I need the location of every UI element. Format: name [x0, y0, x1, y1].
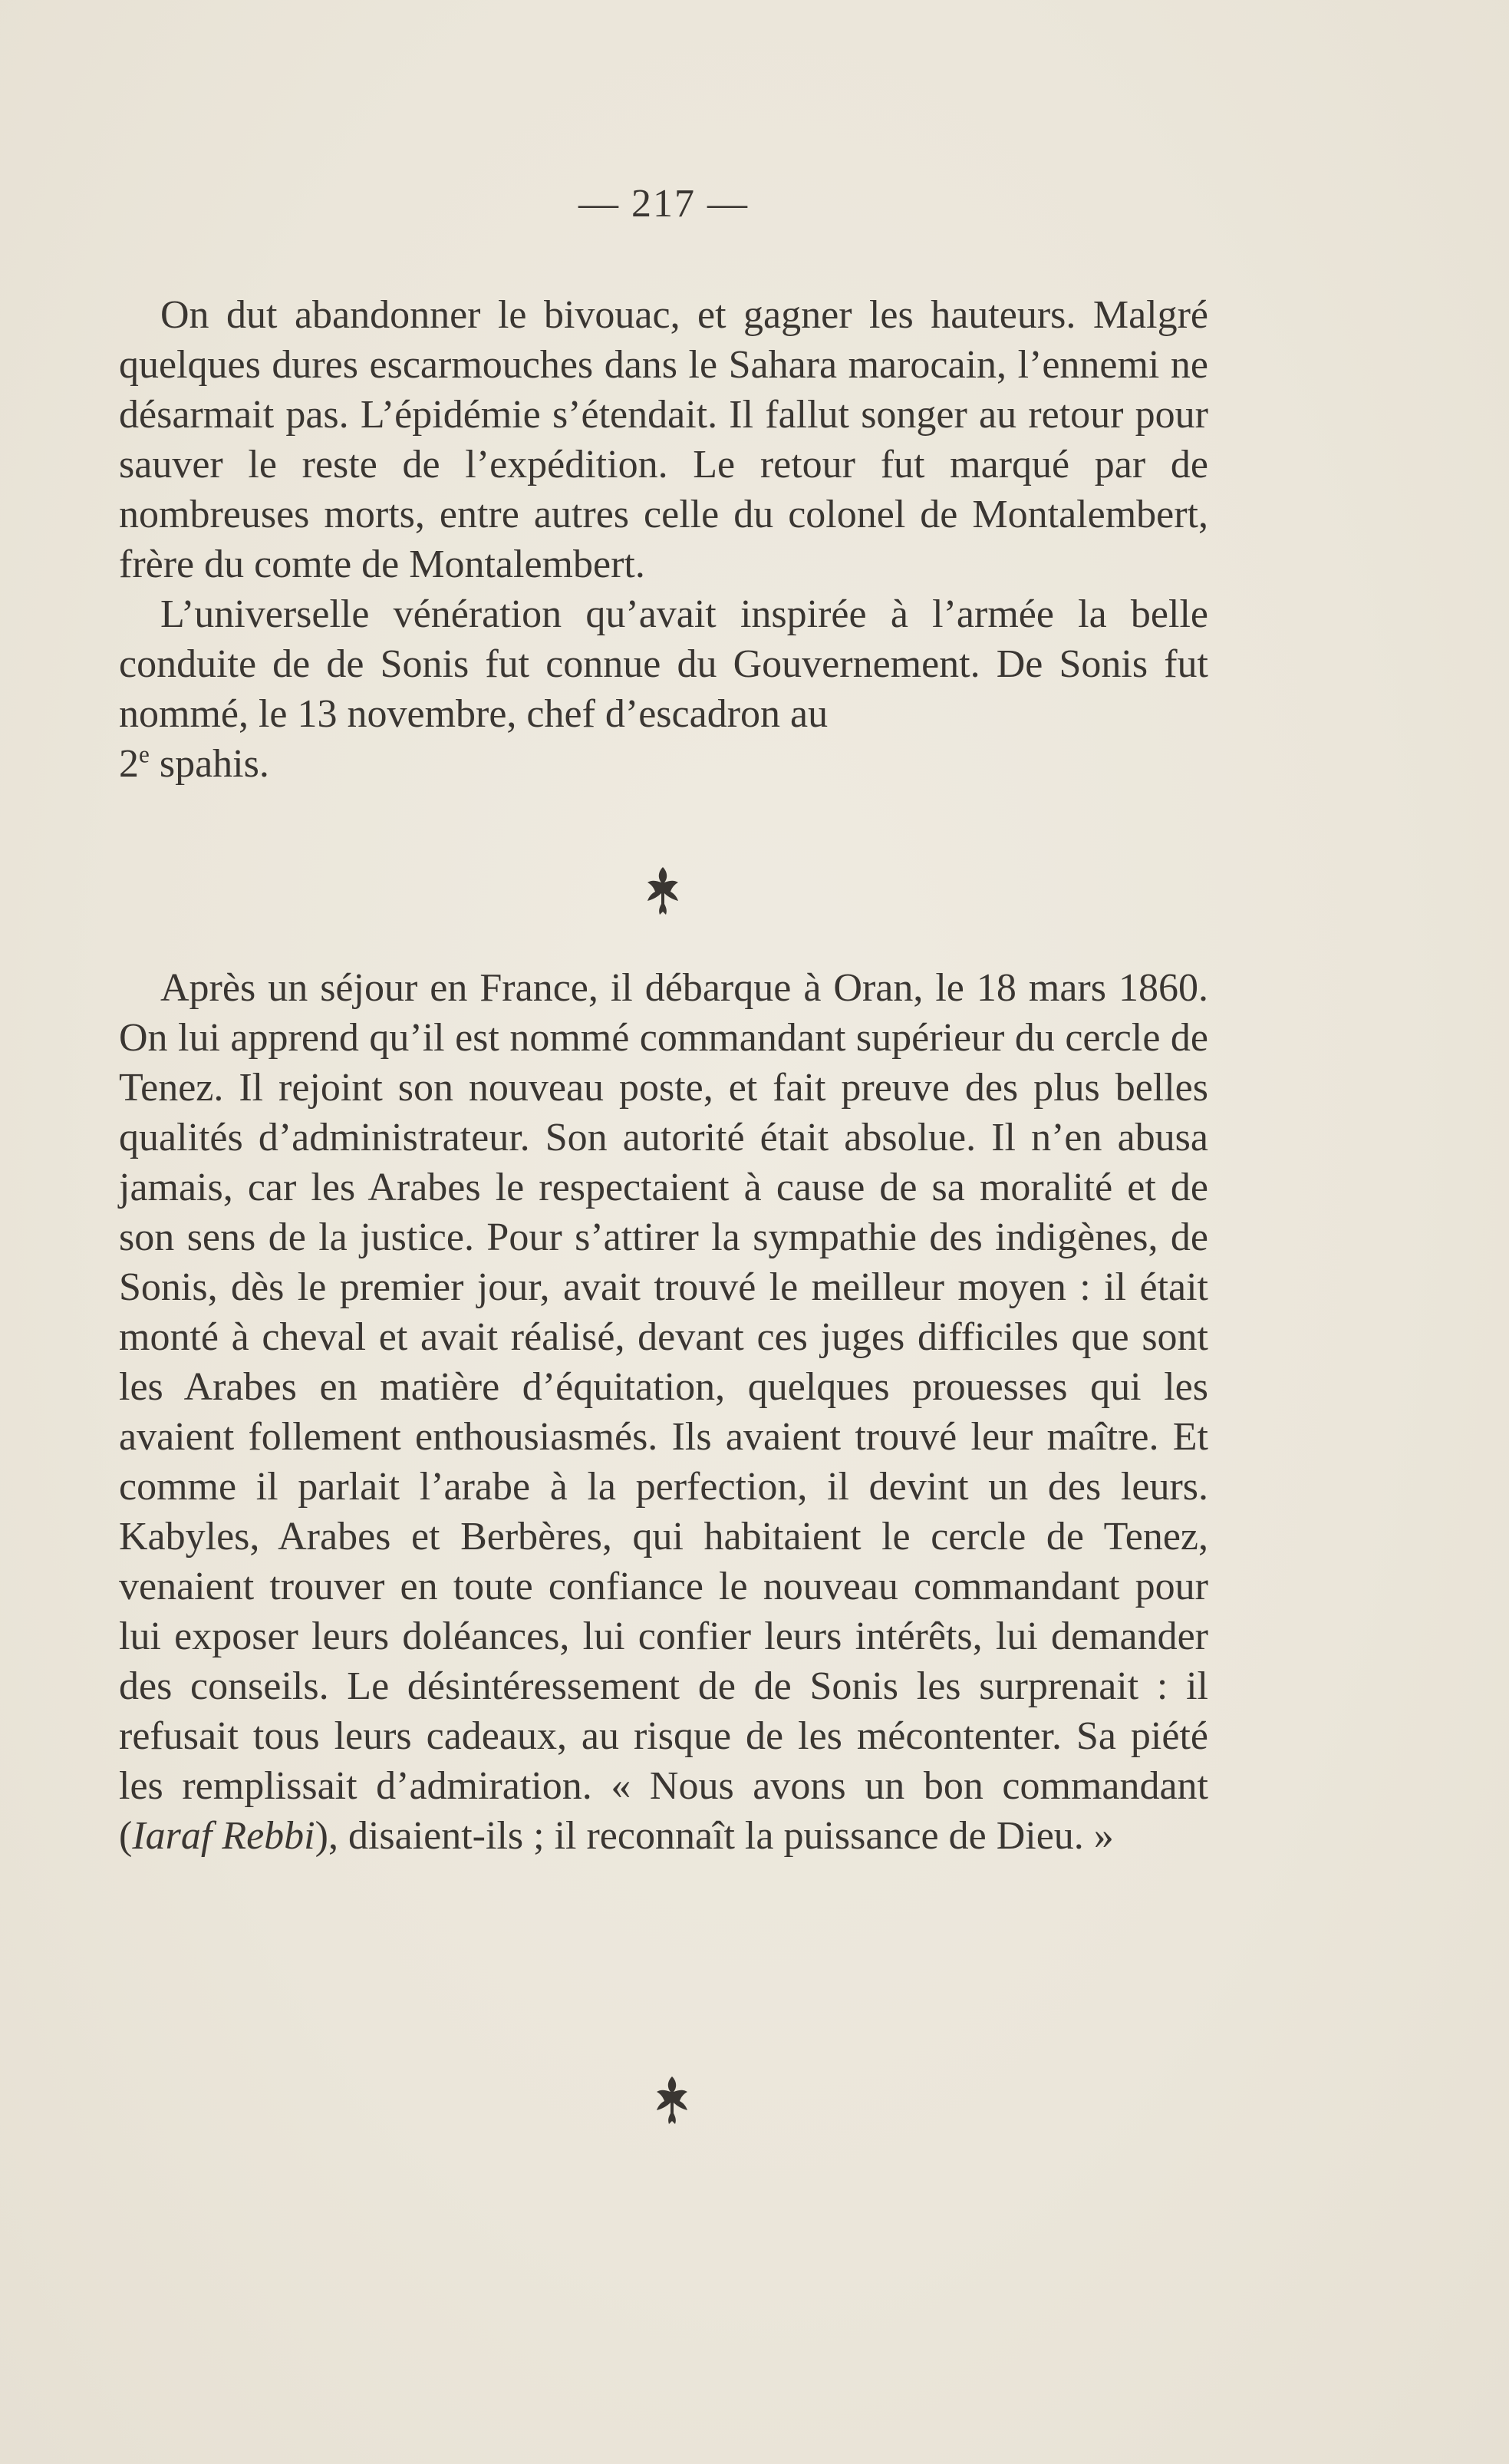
paragraph-text-end: ), disaient-ils ; il reconnaît la puissance de Dieu. »: [315, 1814, 1114, 1858]
page-number: — 217 —: [578, 182, 749, 226]
paragraph: On dut abandonner le bivouac, et gagner les hauteurs. Malgré quelques dures escarmouches dans le Sahara marocain, l’ennemi ne désarmait pas. L’épidémie s’étendait. Il fallut songer au retour pour sauver le reste de l’expédition. Le retour fut marqué par de nombreuses morts, entre autres celle du colonel de Montalembert, frère du comte de Montalembert.: [119, 293, 1208, 586]
line-rest: spahis.: [149, 742, 269, 786]
line-start: 2: [119, 742, 139, 786]
paragraph-text: L’universelle vénération qu’avait inspirée à l’armée la belle conduite de de Sonis fut connue du Gouvernement. De Sonis fut nommé, le 13 novembre, chef d’escadron au: [119, 592, 1208, 736]
italic-term: Iaraf Rebbi: [132, 1814, 315, 1858]
paragraph: [119, 589, 1208, 789]
section-1: [119, 290, 1208, 789]
superscript: e: [139, 741, 150, 768]
paragraph: [119, 963, 1208, 1861]
fleuron-icon: [632, 861, 694, 922]
section-2: [119, 963, 1208, 1861]
fleuron-icon: [641, 2070, 703, 2132]
paragraph-text: Après un séjour en France, il débarque à Oran, le 18 mars 1860. On lui apprend qu’il est nommé commandant supérieur du cercle de Tenez. Il rejoint son nouveau poste, et fait preuve des plus belles qualités d’administrateur. Son autorité était absolue. Il n’en abusa jamais, car les Arabes le respectaient à cause de sa moralité et de son sens de la justice. Pour s’attirer la sympathie des indigènes, de Sonis, dès le premier jour, avait trouvé le meilleur moyen : il était monté à cheval et avait réalisé, devant ces juges difficiles que sont les Arabes en matière d’équitation, quelques prouesses qui les avaient follement enthousiasmés. Ils avaient trouvé leur maître. Et comme il parlait l’arabe à la perfection, il devint un des leurs. Kabyles, Arabes et Berbères, qui habitaient le cercle de Tenez, venaient trouver en toute confiance le nouveau commandant pour lui exposer leurs doléances, lui confier leurs intérêts, lui demander des conseils. Le désintéressement de de Sonis les surprenait : il refusait tous leurs cadeaux, au risque de les mécontenter. Sa piété les remplissait d’admiration. « Nous avons un bon commandant (: [119, 966, 1208, 1858]
